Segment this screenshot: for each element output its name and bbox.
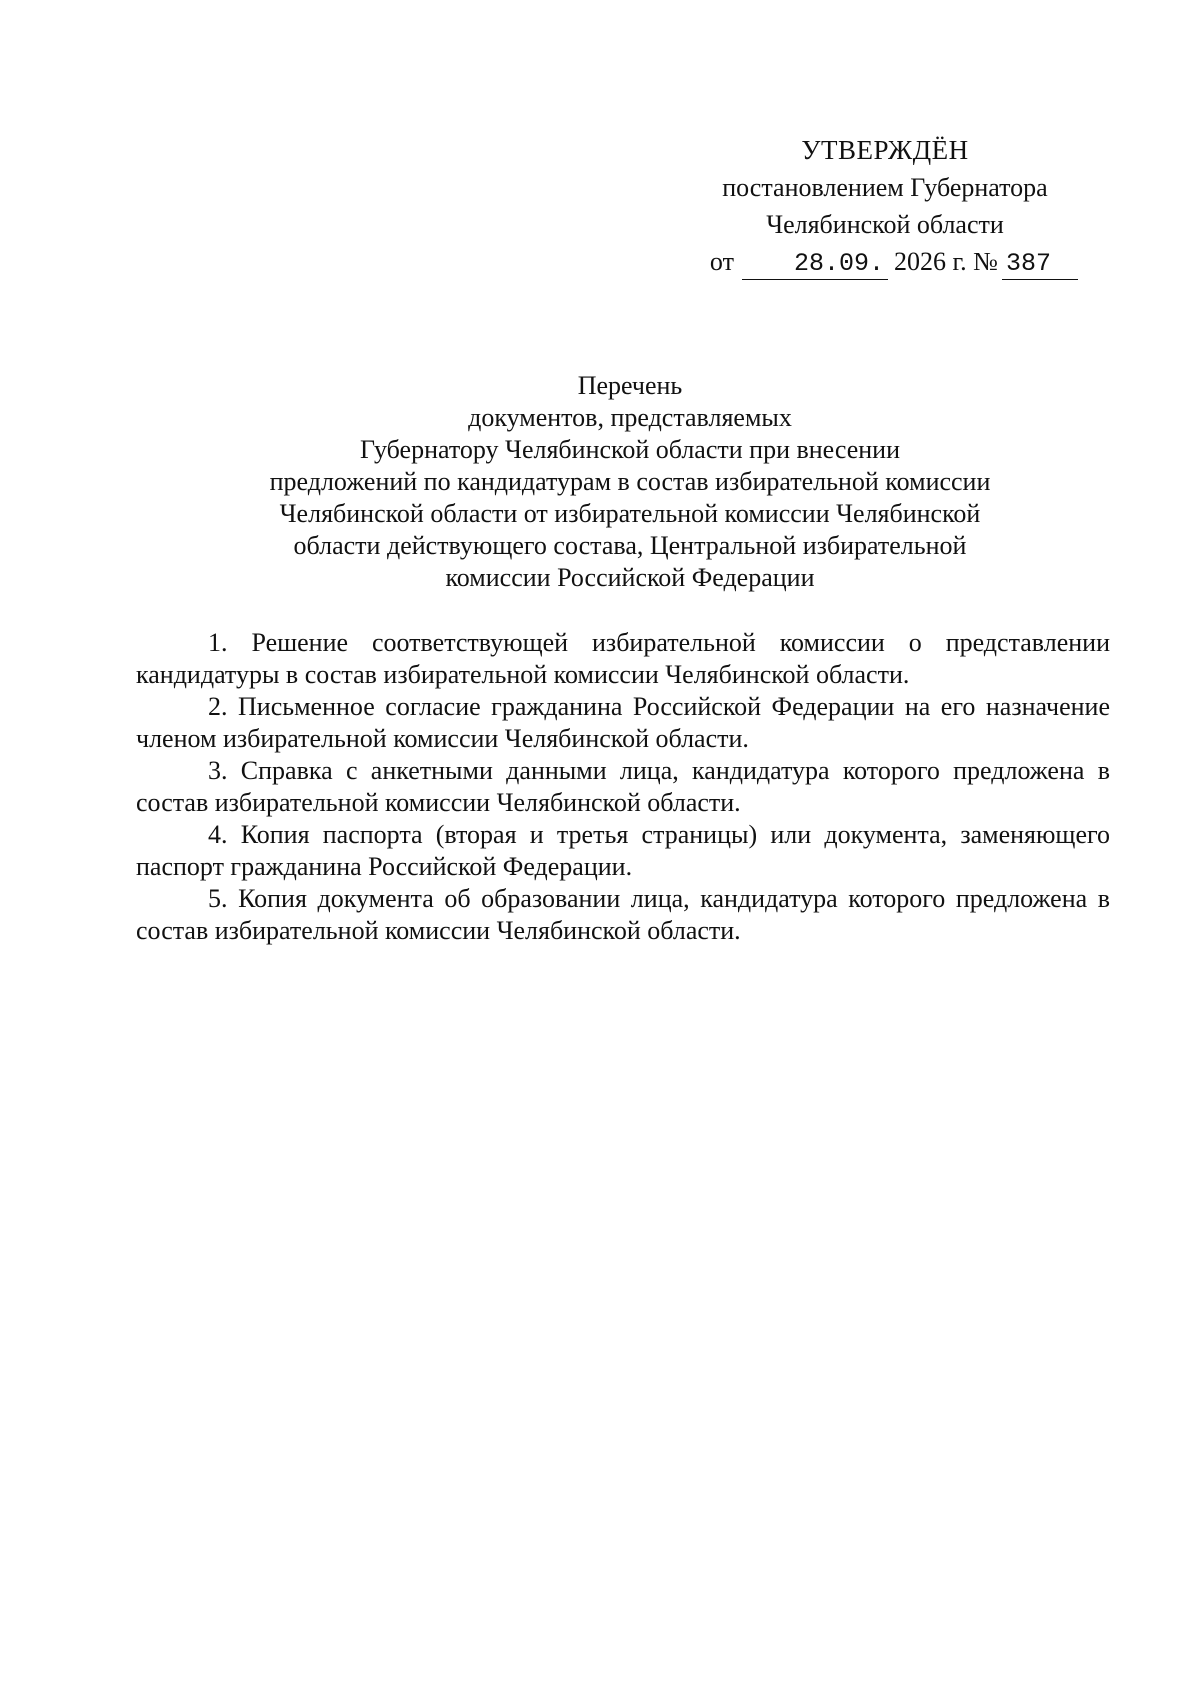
heading-line: области действующего состава, Центральной избирательной: [293, 531, 967, 560]
heading-line: Челябинской области от избирательной комиссии Челябинской: [279, 499, 981, 528]
approval-stamp: [690, 132, 1080, 280]
number-blank: [1002, 247, 1078, 280]
document-heading: [150, 370, 1110, 594]
date-prefix: от: [709, 247, 734, 276]
approval-line-1: постановлением Губернатора: [722, 173, 1048, 202]
list-item: 2. Письменное согласие гражданина Российской Федерации на его назначение членом избирательной комиссии Челябинской области.: [136, 692, 1110, 753]
list-item: 3. Справка с анкетными данными лица, кандидатура которого предложена в состав избирательной комиссии Челябинской области.: [136, 756, 1110, 817]
heading-line: комиссии Российской Федерации: [445, 563, 815, 592]
year-text: 2026 г. №: [893, 247, 998, 276]
heading-line: Губернатору Челябинской области при внесении: [359, 435, 901, 464]
date-blank: [742, 247, 888, 280]
list-item: 1. Решение соответствующей избирательной комиссии о представлении кандидатуры в состав избирательной комиссии Челябинской области.: [136, 628, 1110, 689]
list-item: 4. Копия паспорта (вторая и третья страницы) или документа, заменяющего паспорт гражданина Российской Федерации.: [136, 820, 1110, 881]
approval-date-line: [690, 243, 1080, 280]
approval-line-2: Челябинской области: [766, 210, 1004, 239]
document-list: [136, 627, 1110, 947]
heading-line: предложений по кандидатурам в состав избирательной комиссии: [269, 467, 991, 496]
date-value: 28.09.: [793, 249, 884, 278]
number-value: 387: [1006, 249, 1052, 278]
heading-line: документов, представляемых: [468, 403, 792, 432]
list-item: 5. Копия документа об образовании лица, кандидатура которого предложена в состав избирательной комиссии Челябинской области.: [136, 884, 1110, 945]
approval-title: УТВЕРЖДЁН: [801, 135, 969, 165]
heading-line: Перечень: [577, 371, 683, 400]
